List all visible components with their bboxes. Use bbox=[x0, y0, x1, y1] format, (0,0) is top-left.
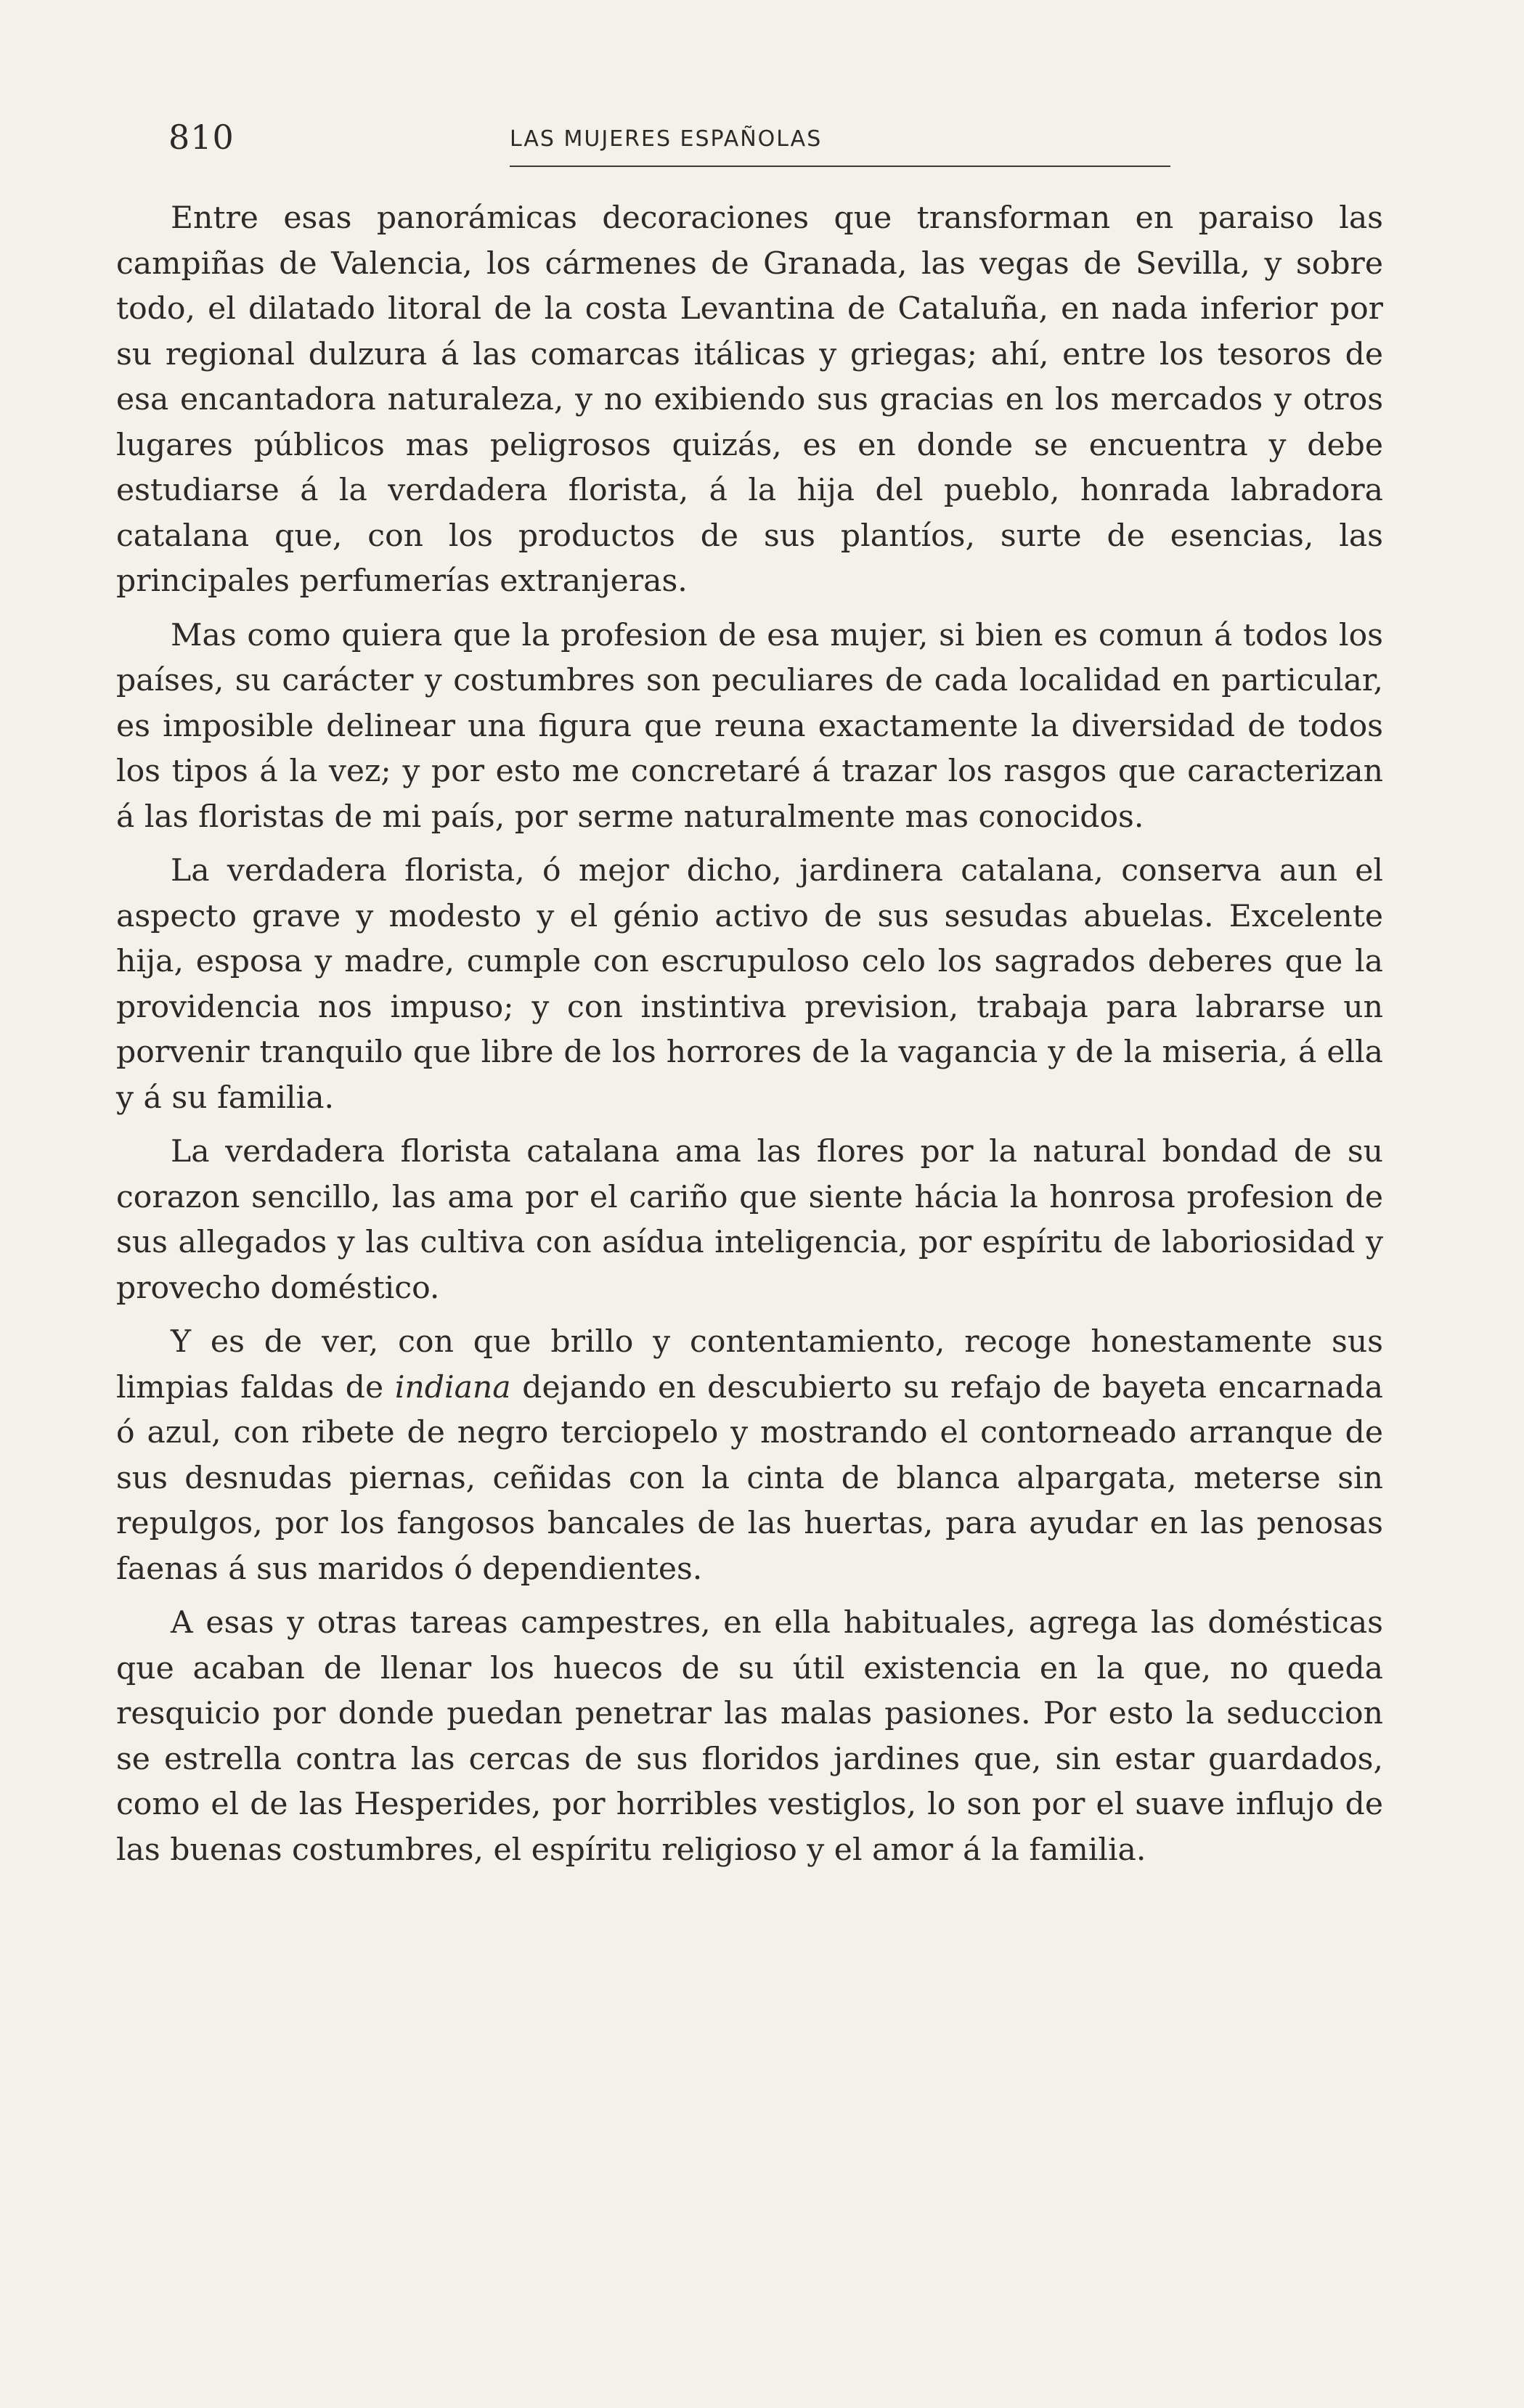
body-text bbox=[116, 196, 1383, 1873]
paragraph-5 bbox=[116, 1320, 1383, 1592]
page-number: 810 bbox=[168, 118, 235, 157]
paragraph-4: La verdadera florista catalana ama las flores por la natural bondad de su corazon sencillo, las ama por el cariño que siente hácia la honrosa profesion de sus allegados y las cultiva con asídua inteligencia, por espíritu de laboriosidad y provecho doméstico. bbox=[116, 1134, 1383, 1306]
paragraph-1: Entre esas panorámicas decoraciones que transforman en paraiso las campiñas de Valencia, los cármenes de Granada, las vegas de Sevilla, y sobre todo, el dilatado litoral de la costa Levantina de Cataluña, en nada inferior por su regional dulzura á las comarcas itálicas y griegas; ahí, entre los tesoros de esa encantadora naturaleza, y no exibiendo sus gracias en los mercados y otros lugares públicos mas peligrosos quizás, es en donde se encuentra y debe estudiarse á la verdadera florista, á la hija del pueblo, honrada labradora catalana que, con los productos de sus plantíos, surte de esencias, las principales perfumerías extranjeras. bbox=[116, 200, 1383, 599]
italic-word-indiana: indiana bbox=[394, 1369, 511, 1405]
paragraph-2: Mas como quiera que la profesion de esa mujer, si bien es comun á todos los países, su carácter y costumbres son peculiares de cada localidad en particular, es imposible delinear una figura que reuna exactamente la diversidad de todos los tipos á la vez; y por esto me concretaré á trazar los rasgos que caracterizan á las floristas de mi país, por serme naturalmente mas conocidos. bbox=[116, 617, 1383, 835]
header-rule bbox=[510, 166, 1170, 167]
running-title: LAS MUJERES ESPAÑOLAS bbox=[510, 126, 823, 152]
page-header bbox=[168, 109, 1003, 167]
paragraph-6: A esas y otras tareas campestres, en ella habituales, agrega las domésticas que acaban de llenar los huecos de su útil existencia en la que, no queda resquicio por donde puedan penetrar las malas pasiones. Por esto la seduccion se estrella contra las cercas de sus floridos jardines que, sin estar guardados, como el de las Hesperides, por horribles vestiglos, lo son por el suave influjo de las buenas costumbres, el espíritu religioso y el amor á la familia. bbox=[116, 1605, 1383, 1868]
paragraph-5-end: dejando en descubierto su refajo de bayeta encarnada ó azul, con ribete de negro terciopelo y mostrando el contorneado arranque de sus desnudas piernas, ceñidas con la cinta de blanca alpargata, meterse sin repulgos, por los fangosos bancales de las huertas, para ayudar en las penosas faenas á sus maridos ó dependientes. bbox=[116, 1369, 1383, 1587]
paragraph-3: La verdadera florista, ó mejor dicho, jardinera catalana, conserva aun el aspecto grave y modesto y el génio activo de sus sesudas abuelas. Excelente hija, esposa y madre, cumple con escrupuloso celo los sagrados deberes que la providencia nos impuso; y con instintiva prevision, trabaja para labrarse un porvenir tranquilo que libre de los horrores de la vagancia y de la miseria, á ella y á su familia. bbox=[116, 853, 1383, 1116]
paragraph-5-start: Y es de ver, con que brillo y contentamiento, recoge honestamente sus limpias faldas de bbox=[116, 1324, 1383, 1405]
